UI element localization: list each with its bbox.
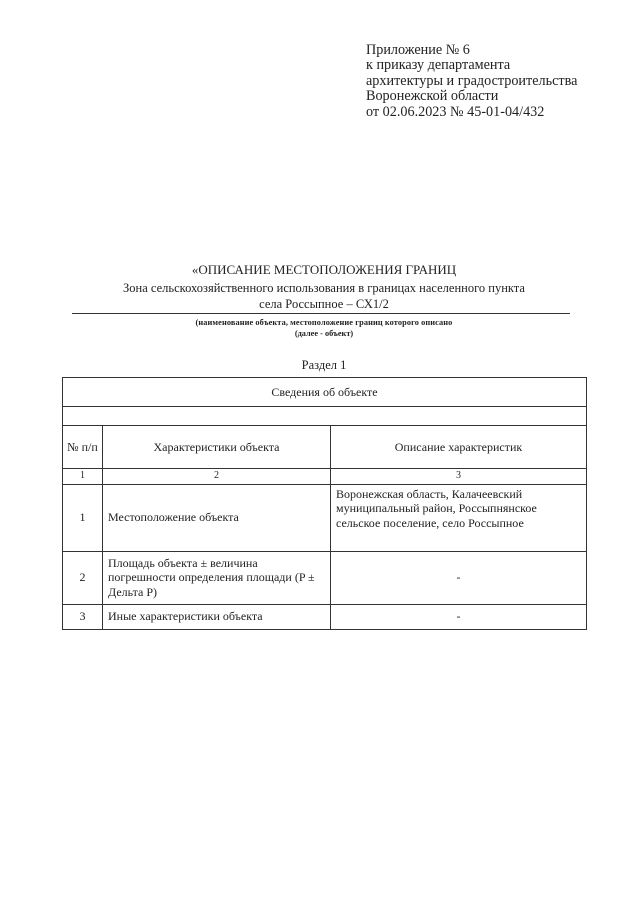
column-header-number: № п/п — [63, 426, 103, 469]
row-description: - — [331, 551, 587, 604]
table-title-row — [63, 378, 587, 407]
empty-cell — [63, 407, 587, 426]
column-number: 3 — [331, 469, 587, 485]
row-characteristic: Иные характеристики объекта — [103, 604, 331, 629]
table-title: Сведения об объекте — [63, 378, 587, 407]
column-number: 1 — [63, 469, 103, 485]
caption-note-line2: (далее - объект) — [294, 329, 354, 338]
column-header-characteristic: Характеристики объекта — [103, 426, 331, 469]
table-empty-row — [63, 407, 587, 426]
appendix-line: от 02.06.2023 № 45-01-04/432 — [366, 103, 545, 120]
row-number: 2 — [63, 551, 103, 604]
appendix-line: Приложение № 6 — [366, 42, 470, 58]
object-name-line2: села Россыпное – СХ1/2 — [259, 297, 389, 311]
row-characteristic: Местоположение объекта — [103, 484, 331, 551]
row-description: Воронежская область, Калачеевский муниципальный район, Россыпнянское сельское поселение, село Россыпное — [331, 484, 587, 551]
table-row — [63, 484, 587, 551]
table-row — [63, 604, 587, 629]
row-number: 1 — [63, 484, 103, 551]
row-characteristic: Площадь объекта ± величина погрешности определения площади (P ± Дельта P) — [103, 551, 331, 604]
object-info-table — [62, 377, 587, 630]
underline-rule — [72, 313, 570, 314]
row-description: - — [331, 604, 587, 629]
appendix-line: архитектуры и градостроительства — [366, 72, 578, 89]
appendix-line: к приказу департамента — [366, 57, 511, 74]
column-number-row — [63, 469, 587, 485]
caption-note-line1: (наименование объекта, местоположение границ которого описано — [195, 318, 453, 327]
column-number: 2 — [103, 469, 331, 485]
row-number: 3 — [63, 604, 103, 629]
document-title: «ОПИСАНИЕ МЕСТОПОЛОЖЕНИЯ ГРАНИЦ — [191, 262, 457, 277]
object-name-line1: Зона сельскохозяйственного использования в границах населенного пункта — [123, 281, 525, 295]
section-label: Раздел 1 — [301, 358, 347, 372]
appendix-header — [366, 43, 636, 120]
table-row — [63, 551, 587, 604]
column-header-row — [63, 426, 587, 469]
column-header-description: Описание характеристик — [331, 426, 587, 469]
appendix-line: Воронежской области — [366, 88, 499, 105]
